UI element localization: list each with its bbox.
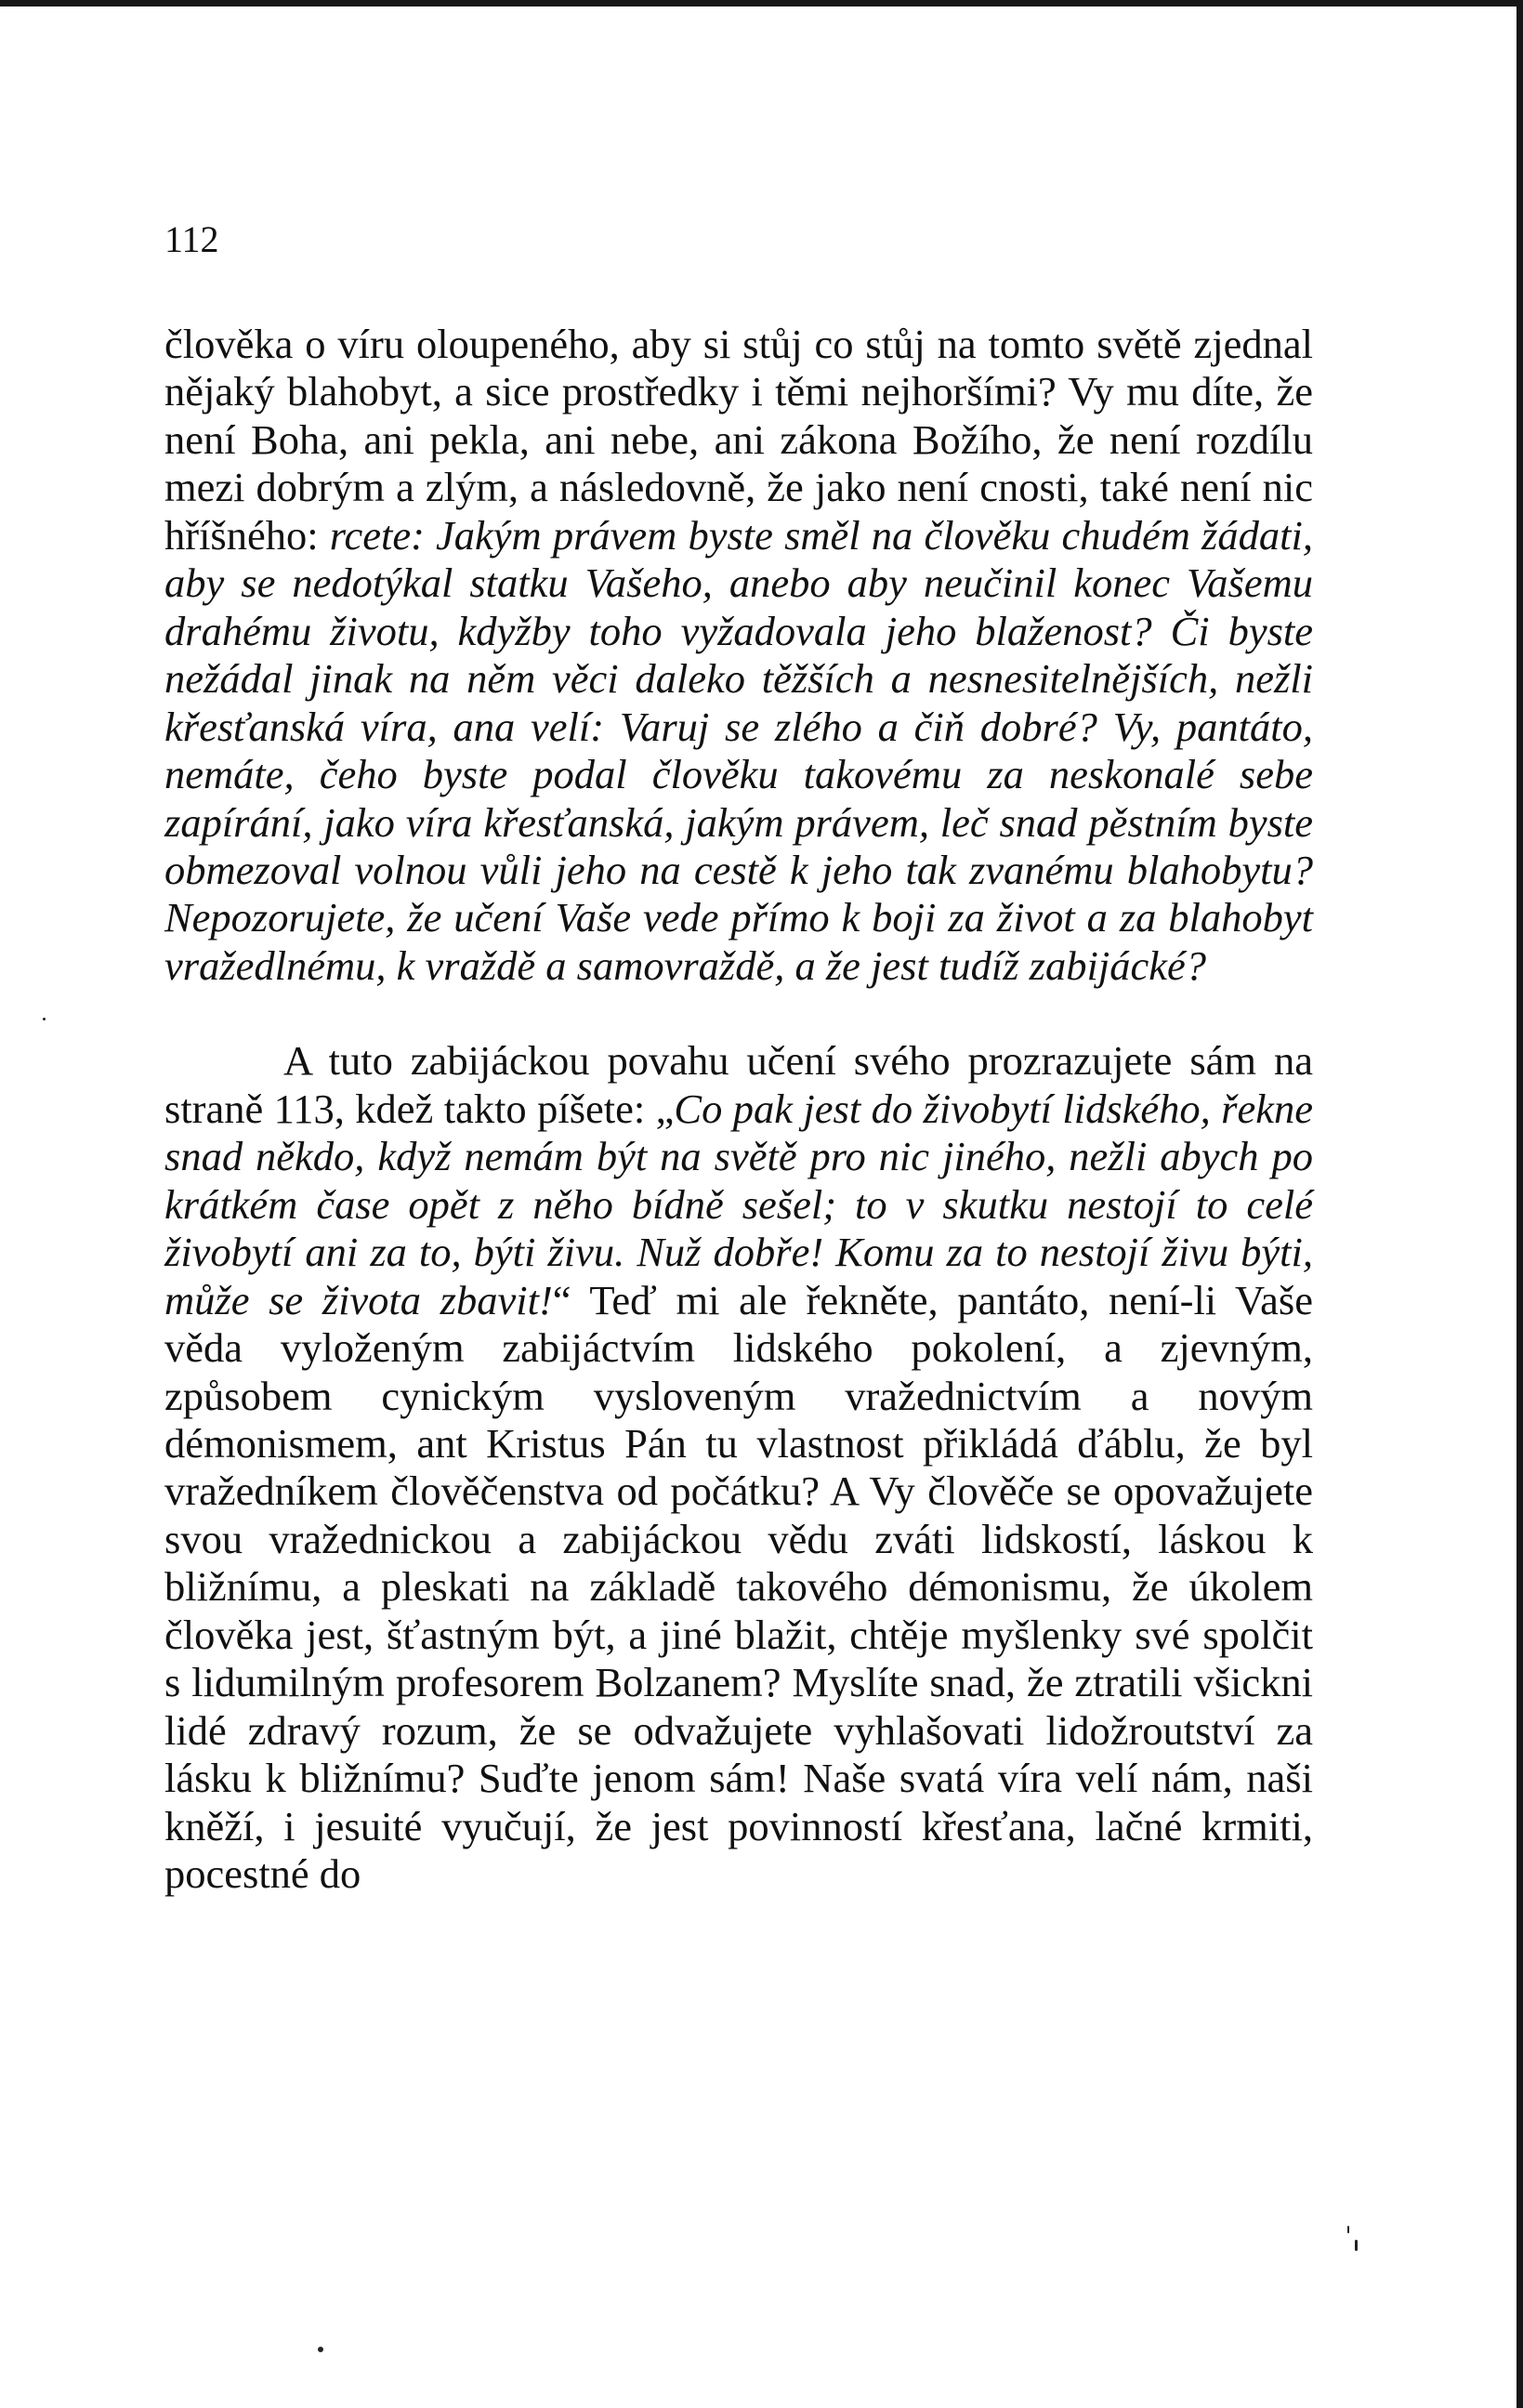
paragraph-2-text-rest: “ Teď mi ale řekněte, pantáto, není-li Vaše věda vyloženým zabijáctvím lidského pokolení, a zjevným, způsobem cynickým vysloveným vražednictvím a novým démonismem, ant Kristus Pán tu vlastnost přikládá ďáblu, že byl vražedníkem člověčenstva od počátku? A Vy člověče se opovažujete svou vražednickou a zabijáckou vědu zváti lidskostí, láskou k bližnímu, a pleskati na základě takového démonismu, že úkolem člověka jest, šťastným být, a jiné blažit, chtěje myšlenky své spolčit s lidumilným profesorem Bolzanem? Myslíte snad, že ztratili všickni lidé zdravý rozum, že se odvažujete vyhlašovati lidožroutství za lásku k bližnímu? Suďte jenom sám! Naše svatá víra velí nám, naši kněží, i jesuité vyučují, že jest povinností křesťana, lačné krmiti, pocestné do — [164, 1276, 1314, 1898]
scan-speck — [1347, 2226, 1349, 2233]
paragraph-2-text-intro: A tuto zabijáckou povahu učení svého prozrazujete sám na straně 113, kdež takto píšete: „ — [164, 1037, 1313, 1132]
paragraph-1 — [164, 321, 1313, 990]
scan-speck — [1355, 2240, 1358, 2251]
paragraph-1-text: člověka o víru oloupeného, aby si stůj co stůj na tomto světě zjednal nějaký blahobyt, a sice prostředky i těmi nejhoršími? Vy mu díte, že není Boha, ani pekla, ani nebe, ani zákona Božího, že není rozdílu mezi dobrým a zlým, a následovně, že jako není cnosti, také není nic hříšného: — [164, 321, 1313, 559]
book-page — [164, 0, 1313, 2408]
page-number: 112 — [164, 218, 219, 260]
paragraph-2 — [164, 1037, 1313, 1898]
body-text — [164, 321, 1313, 1899]
scan-edge-right — [1516, 0, 1523, 2408]
paragraph-1-italic-quote: rcete: Jakým právem byste směl na člověku chudém žádati, aby se nedotýkal statku Vašeho, anebo aby neučinil konec Vašemu drahému životu, kdyžby toho vyžadovala jeho blaženost? Či byste nežádal jinak na něm věci daleko těžších a nesnesitelnějších, nežli křesťanská víra, ana velí: Varuj se zlého a čiň dobré? Vy, pantáto, nemáte, čeho byste podal člověku takovému za neskonalé sebe zapírání, jako víra křesťanská, jakým právem, leč snad pěstním byste obmezoval volnou vůli jeho na cestě k jeho tak zvanému blahobytu? Nepozorujete, že učení Vaše vede přímo k boji za život a za blahobyt vražedlnému, k vraždě a samovraždě, a že jest tudíž zabijácké? — [164, 511, 1313, 989]
paragraph-2-italic-quote: Co pak jest do živobytí lidského, řekne snad někdo, když nemám být na světě pro nic jiného, nežli abych po krátkém čase opět z něho bídně sešel; to v skutku nestojí to celé živobytí ani za to, býti živu. Nuž dobře! Komu za to nestojí živu býti, může se života zbavit! — [164, 1085, 1314, 1323]
scan-speck — [318, 2347, 323, 2352]
scan-speck — [43, 1018, 46, 1020]
